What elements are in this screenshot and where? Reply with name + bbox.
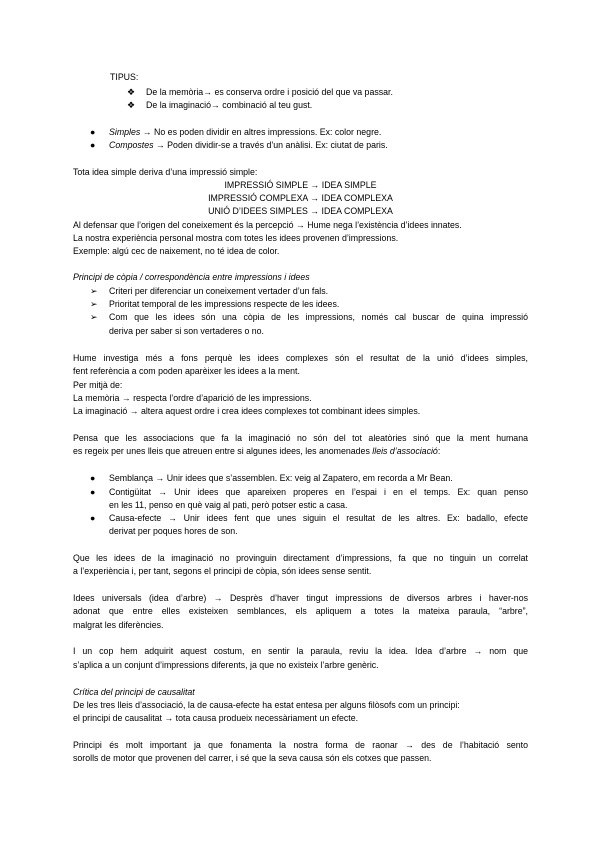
round-bullet-icon: ● [90,513,96,523]
tipus-item-imagination: De la imaginació→ combinació al teu gust. [146,100,313,110]
paragraph-associacions [73,432,528,445]
paragraph-line: a l’experiència i, per tant, segons el principi de còpia, són idees sense sentit. [73,566,372,576]
list-item-line: derivat per poques hores de son. [109,526,238,536]
paragraph-important [73,739,528,752]
paragraph-line: Que les idees de la imaginació no provinguin directament d’impressions, fa que no tinguin un correlat [73,553,528,563]
round-bullet-icon: ● [90,140,96,150]
paragraph-line: Idees universals (idea d’arbre) → Desprès d’haver tingut impressions de diversos arbres i haver-nos [73,593,528,603]
paragraph-line [73,445,440,458]
arrow-bullet-icon: ➢ [90,286,98,296]
paragraph-hume [73,352,528,365]
list-item: Criteri per diferenciar un coneixement vertader d’un fals. [109,286,329,296]
paragraph-line: sorolls de motor que provenen del carrer, i sé que la seva causa són els cotxes que passen. [73,753,432,763]
paragraph-costum [73,645,528,658]
centered-line: IMPRESSIÓ SIMPLE → IDEA SIMPLE [224,180,377,190]
paragraph-line: I un cop hem adquirit aquest costum, en sentir la paraula, reviu la idea. Idea d’arbre → nom que [73,646,528,656]
paragraph-universals-2 [73,605,528,618]
list-item-semblanca: Semblança → Unir idees que s’assemblen. Ex: veig al Zapatero, em recorda a Mr Bean. [109,473,453,483]
round-bullet-icon: ● [90,473,96,483]
round-bullet-icon: ● [90,487,96,497]
section-heading-principi-copia: Principi de còpia / correspondència entre impressions i idees [73,272,310,282]
paragraph-line: La imaginació → altera aquest ordre i crea idees complexes tot combinant idees simples. [73,406,421,416]
paragraph-line: De les tres lleis d’associació, la de causa-efecte ha estat entesa per alguns filòsofs com un principi: [73,700,460,710]
paragraph-line: Pensa que les associacions que fa la imaginació no són del tot aleatòries sinó que la ment humana [73,433,528,443]
paragraph-line: el principi de causalitat → tota causa produeix necessàriament un efecte. [73,713,359,723]
centered-line: UNIÓ D’IDEES SIMPLES → IDEA COMPLEXA [208,206,393,216]
list-item-causa-efecte [109,512,528,525]
list-item-line: Contigüitat → Unir idees que apareixen properes en l’espai i en el temps. Ex: quan penso [109,487,528,497]
paragraph-line: Al defensar que l’origen del coneixement és la percepció → Hume nega l’existència d’idees innates. [73,220,462,230]
paragraph-line: La nostra experiència personal mostra com totes les idees provenen d’impressions. [73,233,399,243]
intro-line: Tota idea simple deriva d’una impressió simple: [73,167,258,177]
desc-simples: → No es poden dividir en altres impressions. Ex: color negre. [140,127,382,137]
list-item-compostes [109,139,388,152]
paragraph-line: Hume investiga més a fons perquè les idees complexes són el resultat de la unió d’idees simples, [73,353,528,363]
text-run: es regeix per unes lleis que atreuen entre si algunes idees, les anomenades [73,446,373,456]
round-bullet-icon: ● [90,127,96,137]
term-simples: Simples [109,127,141,137]
paragraph-line: Exemple: algú cec de naixement, no té idea de color. [73,246,280,256]
list-item-line: Com que les idees són una còpia de les impressions, només cal buscar de quina impressió [109,312,528,322]
tipus-label: TIPUS: [110,72,139,82]
list-item-simples [109,126,381,139]
paragraph-line: Principi és molt important ja que fonamenta la nostra forma de raonar → des de l’habitació sento [73,740,528,750]
tipus-item-memory: De la memòria→ es conserva ordre i posició del que va passar. [146,87,393,97]
paragraph-line: adonat que entre elles existeixen semblances, els apliquem a totes la mateixa paraula, “arbre”, [73,606,528,616]
paragraph-line: Per mitjà de: [73,380,123,390]
list-item-line: en les 11, penso en què vaig al pati, però potser estic a casa. [109,500,348,510]
paragraph-line: malgrat les diferències. [73,620,164,630]
paragraph-universals [73,592,528,605]
list-item [109,311,528,324]
desc-compostes: → Poden dividir-se a través d’un anàlisi. Ex: ciutat de paris. [153,140,388,150]
centered-line: IMPRESSIÓ COMPLEXA → IDEA COMPLEXA [208,193,393,203]
section-heading-critica-causalitat: Crítica del principi de causalitat [73,687,195,697]
paragraph-correlat [73,552,528,565]
text-run: : [437,446,441,456]
term-compostes: Compostes [109,140,154,150]
paragraph-line: fent referència a com poden aparèixer les idees a la ment. [73,366,300,376]
arrow-bullet-icon: ➢ [90,299,98,309]
list-item-line: deriva per saber si son vertaderes o no. [109,326,265,336]
arrow-bullet-icon: ➢ [90,312,98,322]
list-item-line: Causa-efecte → Unir idees fent que unes siguin el resultat de les altres. Ex: badallo, efecte [109,513,528,523]
list-item-contiguitat [109,486,528,499]
diamond-bullet-icon: ❖ [127,100,135,110]
paragraph-line: s’aplica a un conjunt d’impressions diferents, ja que no existeix l’arbre genèric. [73,660,379,670]
term-lleis-associacio: lleis d’associació [372,446,438,456]
diamond-bullet-icon: ❖ [127,87,135,97]
paragraph-line: La memòria → respecta l’ordre d’aparició de les impressions. [73,393,312,403]
list-item: Prioritat temporal de les impressions respecte de les idees. [109,299,340,309]
